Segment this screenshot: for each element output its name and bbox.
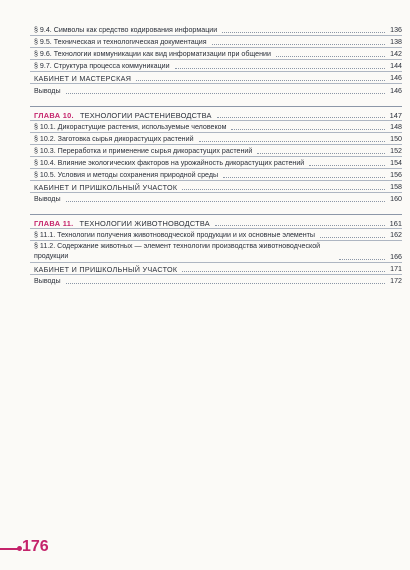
leader-dots <box>215 225 385 226</box>
toc-entry-title: § 9.5. Техническая и технологическая документация <box>34 38 207 47</box>
leader-dots <box>182 271 385 272</box>
leader-dots <box>182 189 385 190</box>
toc-entry-title: Выводы <box>34 195 61 204</box>
toc-entry <box>30 121 402 133</box>
toc-entry-title: Выводы <box>34 86 61 95</box>
leader-dots <box>212 44 385 45</box>
leader-dots <box>217 117 385 118</box>
toc-entry-page: 136 <box>390 26 402 35</box>
leader-dots <box>231 129 385 130</box>
chapter-label: ГЛАВА 10. <box>34 110 74 120</box>
toc-entry-title: § 11.2. Содержание животных — элемент технологии производства животноводческой продукции <box>34 242 321 260</box>
leader-dots <box>339 259 385 260</box>
leader-dots <box>199 141 385 142</box>
leader-dots <box>257 153 385 154</box>
table-of-contents <box>30 24 402 286</box>
toc-entry-page: 144 <box>390 62 402 71</box>
toc-entry-title: § 9.6. Технологии коммуникации как вид информатизации при общении <box>34 50 271 59</box>
chapter-11-heading <box>30 214 402 229</box>
page-number <box>22 538 49 556</box>
toc-entry-title: Выводы <box>34 276 61 285</box>
toc-entry-title: § 11.1. Технологии получения животноводческой продукции и их основные элементы <box>34 231 316 240</box>
toc-entry-title: § 10.3. Переработка и применение сырья дикорастущих растений <box>34 146 253 155</box>
toc-entry-title: § 10.1. Дикорастущие растения, используемые человеком <box>34 122 227 131</box>
chapter-10-heading <box>30 106 402 121</box>
chapter-label: ГЛАВА 11. <box>34 219 74 229</box>
toc-entry-page: 162 <box>390 231 402 240</box>
leader-dots <box>175 68 385 69</box>
toc-entry-title: § 10.5. Условия и методы сохранения природной среды <box>34 171 219 180</box>
toc-entry-page: 172 <box>390 276 402 285</box>
toc-entry-page: 148 <box>390 122 402 131</box>
toc-entry-title: § 10.4. Влияние экологических факторов на урожайность дикорастущих растений <box>34 158 305 167</box>
toc-entry-page: 142 <box>390 50 402 59</box>
toc-entry <box>30 36 402 48</box>
chapter-page: 161 <box>389 219 402 229</box>
toc-entry <box>30 48 402 60</box>
toc-entry <box>30 181 402 193</box>
toc-entry-page: 166 <box>390 252 402 261</box>
toc-entry-page: 150 <box>390 134 402 143</box>
toc-entry <box>30 145 402 157</box>
toc-entry <box>30 263 402 275</box>
toc-entry-page: 154 <box>390 158 402 167</box>
toc-entry-title: § 9.4. Символы как средство кодирования информации <box>34 26 218 35</box>
toc-entry-title: § 10.2. Заготовка сырья дикорастущих растений <box>34 134 194 143</box>
toc-entry <box>30 72 402 84</box>
toc-entry <box>30 275 402 286</box>
toc-entry-title: КАБИНЕТ И МАСТЕРСКАЯ <box>34 74 132 84</box>
toc-entry-page: 146 <box>390 74 402 83</box>
leader-dots <box>276 56 385 57</box>
toc-entry <box>30 241 402 262</box>
chapter-title: ТЕХНОЛОГИИ РАСТЕНИЕВОДСТВА <box>79 110 212 120</box>
toc-entry <box>30 133 402 145</box>
leader-dots <box>320 237 385 238</box>
toc-entry-title: § 9.7. Структура процесса коммуникации <box>34 62 170 71</box>
toc-entry-page: 160 <box>390 195 402 204</box>
toc-entry <box>30 169 402 181</box>
toc-entry <box>30 193 402 204</box>
toc-entry-page: 171 <box>390 264 402 273</box>
leader-dots <box>222 32 385 33</box>
leader-dots <box>66 201 385 202</box>
leader-dots <box>66 93 385 94</box>
leader-dots <box>309 165 385 166</box>
toc-entry-title: КАБИНЕТ И ПРИШКОЛЬНЫЙ УЧАСТОК <box>34 264 178 274</box>
toc-entry <box>30 24 402 36</box>
page-marker-line <box>0 548 18 550</box>
toc-entry-page: 152 <box>390 146 402 155</box>
leader-dots <box>66 283 385 284</box>
leader-dots <box>136 80 385 81</box>
toc-entry-title: КАБИНЕТ И ПРИШКОЛЬНЫЙ УЧАСТОК <box>34 183 178 193</box>
toc-entry-page: 156 <box>390 171 402 180</box>
toc-entry-page: 146 <box>390 86 402 95</box>
toc-entry <box>30 229 402 241</box>
chapter-page: 147 <box>389 110 402 120</box>
chapter-title: ТЕХНОЛОГИИ ЖИВОТНОВОДСТВА <box>79 219 210 229</box>
toc-entry <box>30 157 402 169</box>
leader-dots <box>223 177 385 178</box>
toc-entry-page: 158 <box>390 183 402 192</box>
toc-entry-page: 138 <box>390 38 402 47</box>
page-number-text: 176 <box>22 538 49 555</box>
toc-entry <box>30 60 402 72</box>
toc-entry <box>30 84 402 95</box>
